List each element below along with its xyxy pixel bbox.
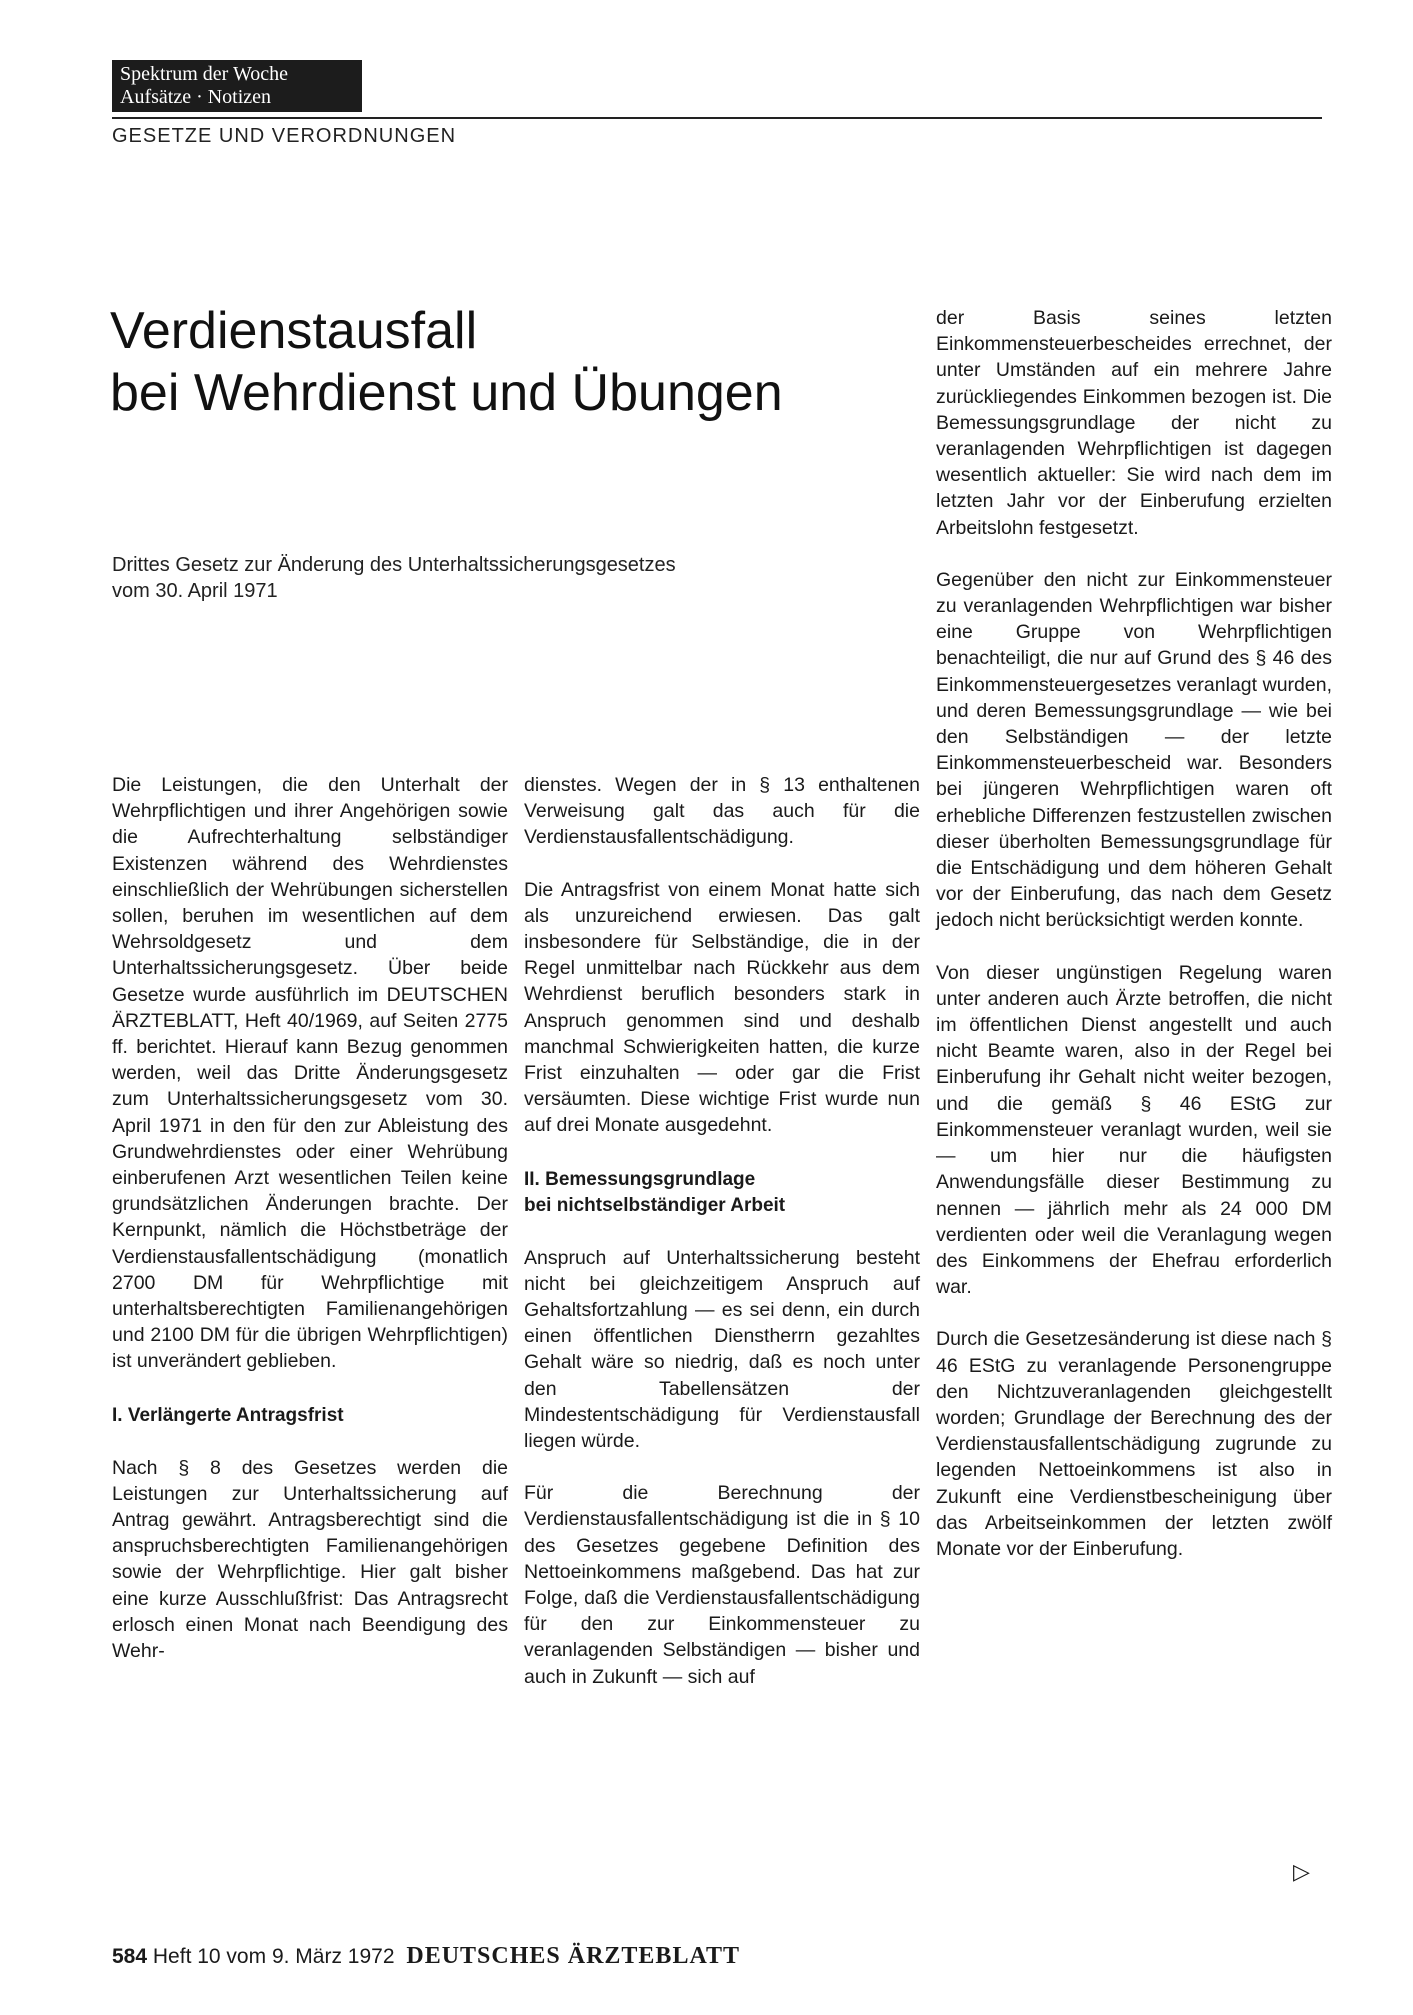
- header-rule: [112, 117, 1322, 119]
- paragraph: der Basis seines letzten Einkommensteuerbescheides errechnet, der unter Umständen auf ein mehrere Jahre zurückliegendes Einkommen bezogen ist. Die Bemessungsgrundlage der nicht zu veranlagenden Wehrpflichtigen ist dagegen wesentlich aktueller: Sie wird nach dem im letzten Jahr vor der Einberufung erzielten Arbeitslohn festgesetzt.: [936, 307, 1332, 539]
- heading-2-line-2: bei nichtselbständiger Arbeit: [524, 1194, 786, 1216]
- page-number: 584: [112, 1945, 148, 1968]
- heading-2-line-1: II. Bemessungsgrundlage: [524, 1168, 756, 1190]
- section-badge: [112, 60, 362, 112]
- article-subtitle: [112, 552, 812, 604]
- title-line-2: bei Wehrdienst und Übungen: [110, 364, 783, 422]
- continue-arrow-icon: ▷: [1293, 1859, 1310, 1884]
- paragraph: Anspruch auf Unterhaltssicherung besteht nicht bei gleichzeitigem Anspruch auf Gehaltsfortzahlung — es sei denn, ein durch einen öffentlichen Dienstherrn gezahltes Gehalt wäre so niedrig, daß es noch unter den Tabellensätzen der Mindestentschädigung für Verdienstausfall liegen würde.: [524, 1246, 920, 1453]
- paragraph: Von dieser ungünstigen Regelung waren unter anderen auch Ärzte betroffen, die nicht im öffentlichen Dienst angestellt und auch nicht Beamte waren, also in der Regel bei Einberufung ihr Gehalt nicht weiter bezogen, und die gemäß § 46 EStG zur Einkommensteuer veranlagt wurden, weil sie — um hier nur die häufigsten Anwendungsfälle dieser Bestimmung zu nennen — jährlich mehr als 24 000 DM verdienten oder weil die Veranlagung wegen des Einkommens der Ehefrau erforderlich war.: [936, 961, 1332, 1299]
- badge-line-2: Aufsätze · Notizen: [120, 86, 272, 108]
- column-1: [112, 772, 508, 1690]
- paragraph: Für die Berechnung der Verdienstausfallentschädigung ist die in § 10 des Gesetzes gegebene Definition des Nettoeinkommens maßgebend. Das hat zur Folge, daß die Verdienstausfallentschädigung für den zur Einkommensteuer zu veranlagenden Selbständigen — bisher und auch in Zukunft — sich auf: [524, 1482, 920, 1688]
- section-label: GESETZE UND VERORDNUNGEN: [112, 125, 457, 147]
- paragraph: Durch die Gesetzesänderung ist diese nach § 46 EStG zu veranlagende Personengruppe den Nichtzuveranlagenden gleichgestellt worden; Grundlage der Berechnung des der Verdienstausfallentschädigung zugrunde zu legenden Nettoeinkommens ist also in Zukunft eine Verdienstbescheinigung über das Arbeitseinkommen der letzten zwölf Monate vor der Einberufung.: [936, 1328, 1332, 1560]
- article-title: [110, 300, 783, 424]
- paragraph: Gegenüber den nicht zur Einkommensteuer zu veranlagenden Wehrpflichtigen war bisher eine Gruppe von Wehrpflichtigen benachteiligt, die nur auf Grund des § 46 des Einkommensteuergesetzes veranlagt wurden, und deren Bemessungsgrundlage — wie bei den Selbständigen — der letzte Einkommensteuerbescheid war. Besonders bei jüngeren Wehrpflichtigen waren oft erhebliche Differenzen festzustellen zwischen dieser überholten Bemessungsgrundlage für die Entschädigung und dem höheren Gehalt vor der Einberufung, das nach dem Gesetz jedoch nicht berücksichtigt werden konnte.: [936, 568, 1332, 932]
- paragraph: Die Leistungen, die den Unterhalt der Wehrpflichtigen und ihrer Angehörigen sowie die Aufrechterhaltung selbständiger Existenzen während des Wehrdienstes einschließlich der Wehrübungen sicherstellen sollen, beruhen im wesentlichen auf dem Wehrsoldgesetz und dem Unterhaltssicherungsgesetz. Über beide Gesetze wurde ausführlich im DEUTSCHEN ÄRZTEBLATT, Heft 40/1969, auf Seiten 2775 ff. berichtet. Hierauf kann Bezug genommen werden, weil das Dritte Änderungsgesetz zum Unterhaltssicherungsgesetz vom 30. April 1971 in den für den zur Ableistung des Grundwehrdienstes oder einer Wehrübung einberufenen Arzt wesentlichen Teilen keine grundsätzlichen Änderungen brachte. Der Kernpunkt, nämlich die Höchstbeträge der Verdienstausfallentschädigung (monatlich 2700 DM für Wehrpflichtige mit unterhaltsberechtigten Familienangehörigen und 2100 DM für die übrigen Wehrpflichtigen) ist unverändert geblieben.: [112, 774, 508, 1373]
- section-heading-1: I. Verlängerte Antragsfrist: [112, 1404, 344, 1426]
- subtitle-line-1: Drittes Gesetz zur Änderung des Unterhaltssicherungsgesetzes: [112, 554, 676, 576]
- journal-name: DEUTSCHES ÄRZTEBLATT: [406, 1943, 741, 1969]
- paragraph: dienstes. Wegen der in § 13 enthaltenen Verweisung galt das auch für die Verdienstausfallentschädigung.: [524, 774, 920, 849]
- section-heading-2: [524, 1167, 920, 1219]
- subtitle-line-2: vom 30. April 1971: [112, 580, 278, 602]
- issue-info: Heft 10 vom 9. März 1972: [152, 1945, 395, 1968]
- paragraph: Die Antragsfrist von einem Monat hatte sich als unzureichend erwiesen. Das galt insbesondere für Selbständige, die in der Regel unmittelbar nach Rückkehr aus dem Wehrdienst beruflich besonders stark in Anspruch genommen sind und deshalb manchmal Schwierigkeiten hatten, die kurze Frist einzuhalten — oder gar die Frist versäumten. Diese wichtige Frist wurde nun auf drei Monate ausgedehnt.: [524, 878, 920, 1137]
- title-line-1: Verdienstausfall: [110, 302, 478, 360]
- page-footer: [112, 1943, 740, 1970]
- column-2: [524, 772, 920, 1716]
- paragraph: Nach § 8 des Gesetzes werden die Leistungen zur Unterhaltssicherung auf Antrag gewährt. Antragsberechtigt sind die anspruchsberechtigten Familienangehörigen sowie der Wehrpflichtige. Hier galt bisher eine kurze Ausschlußfrist: Das Antragsrecht erlosch einen Monat nach Beendigung des Wehr-: [112, 1456, 508, 1663]
- column-3: [936, 305, 1332, 1588]
- badge-line-1: Spektrum der Woche: [120, 63, 288, 85]
